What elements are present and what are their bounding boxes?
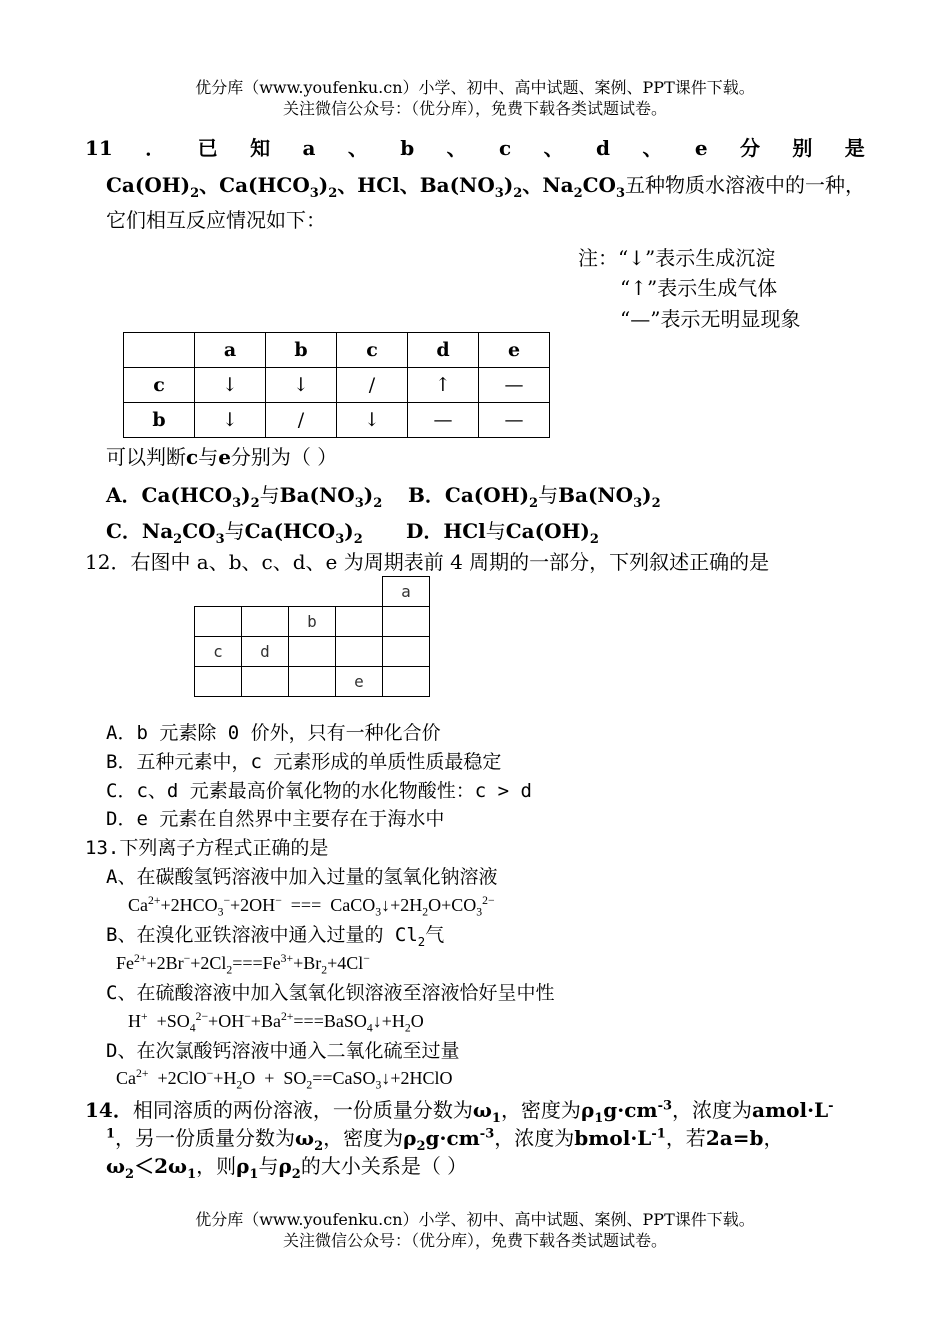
header-line-1: 优分库（www.youfenku.cn）小学、初中、高中试题、案例、PPT课件下载。 xyxy=(195,78,755,97)
reaction-table-header xyxy=(124,333,550,368)
q11-line-1-token: e xyxy=(694,136,708,160)
q11-question-pre: 可以判断 xyxy=(106,445,186,469)
conj: 与 xyxy=(485,519,506,543)
table-cell: / xyxy=(266,403,337,438)
q13-option-a[interactable]: A、在碳酸氢钙溶液中加入过量的氢氧化钠溶液 xyxy=(106,866,498,888)
table-row xyxy=(124,368,550,403)
q14-text: 的大小关系是（ ） xyxy=(300,1154,468,1178)
q13-option-d[interactable]: D、在次氯酸钙溶液中通入二氧化硫至过量 xyxy=(106,1040,460,1062)
q11-option-a[interactable]: A．$Ca(HCO_3)_2$与$Ba(NO_3)_2$ xyxy=(106,483,383,511)
q13-stem: 13.下列离子方程式正确的是 xyxy=(85,837,329,859)
q11-line-1-token: d xyxy=(596,136,611,160)
table-row xyxy=(195,667,430,697)
reaction-table xyxy=(123,332,550,438)
q13-equation-d: $Ca^{2+} +2ClO^-+H_2O$ + $SO_2==CaSO_3↓+2HClO$ xyxy=(116,1067,453,1092)
q12-stem: 12．右图中 a、b、c、d、e 为周期表前 4 周期的一部分，下列叙述正确的是 xyxy=(85,550,770,574)
table-cell: ↓ xyxy=(337,403,408,438)
header-cell: c xyxy=(337,333,408,368)
empty-cell xyxy=(383,607,430,637)
q14-text: ，则 xyxy=(196,1154,237,1178)
footer-line-1: 优分库（www.youfenku.cn）小学、初中、高中试题、案例、PPT课件下载。 xyxy=(195,1210,755,1229)
q11-line-2: $Ca(OH)_2$、$Ca(HCO_3)_2$、HCl、$Ba(NO_3)_2$、$Na_2CO_3$五种物质水溶液中的一种， xyxy=(106,173,866,201)
q14-text: ，另一份质量分数为 xyxy=(115,1126,296,1150)
q11-note-3: “—”表示无明显现象 xyxy=(620,307,801,331)
q11-line-1-token: a xyxy=(302,136,316,160)
empty-cell xyxy=(383,667,430,697)
option-label: B． xyxy=(408,483,445,507)
conj: 与 xyxy=(224,519,245,543)
header-line-2: 关注微信公众号：（优分库），免费下载各类试题试卷。 xyxy=(282,99,667,118)
table-cell: / xyxy=(337,368,408,403)
q14-text: 相同溶质的两份溶液，一份质量分数为 xyxy=(132,1098,473,1122)
q11-note-2: “↑”表示生成气体 xyxy=(620,276,778,300)
table-cell: — xyxy=(479,403,550,438)
empty-cell xyxy=(242,607,289,637)
table-row xyxy=(195,637,430,667)
q11-line-1-token: 、 xyxy=(642,136,663,160)
header-cell: e xyxy=(479,333,550,368)
q12-option-d[interactable]: D．e 元素在自然界中主要存在于海水中 xyxy=(106,808,445,830)
empty-cell xyxy=(289,667,336,697)
conj: 与 xyxy=(538,483,559,507)
q11-line-1-token: 11 xyxy=(85,136,113,160)
option-label: A． xyxy=(106,483,142,507)
header-cell: b xyxy=(266,333,337,368)
q13-equation-a: $Ca^{2+}+2HCO_3^-+2OH^-$ === $CaCO_3↓+2H_2O+CO_3^{2-}$ xyxy=(128,894,495,919)
element-cell-a: a xyxy=(383,577,430,607)
table-cell: ↓ xyxy=(195,403,266,438)
q12-option-a[interactable]: A．b 元素除 0 价外，只有一种化合价 xyxy=(106,722,441,744)
q13-option-b-pre: B、在溴化亚铁溶液中通入过量的 Cl xyxy=(106,924,418,946)
element-cell-b: b xyxy=(289,607,336,637)
element-cell-c: c xyxy=(195,637,242,667)
q13-option-b[interactable]: B、在溴化亚铁溶液中通入过量的 $Cl_2$气 xyxy=(106,924,445,949)
q14-line-3: $\omega_2<2\omega_1$，则$\rho_1$与$\rho_2$的大小关系是（ ） xyxy=(106,1154,468,1182)
q13-equation-b: $Fe^{2+}+2Br^-+2Cl_2===Fe^{3+}+Br_2+4Cl^-$ xyxy=(116,952,370,977)
q14-line-1: 14．相同溶质的两份溶液，一份质量分数为$\omega_1$，密度为$\rho_1g\cdot cm^{-3}$，浓度为amol·L- xyxy=(85,1098,834,1126)
q11-line-1-token: 分 xyxy=(739,136,760,160)
q14-text: ，浓度为 xyxy=(672,1098,753,1122)
q11-line-1 xyxy=(85,134,865,162)
table-row xyxy=(195,577,430,607)
empty-cell xyxy=(289,577,336,607)
table-cell: ↓ xyxy=(195,368,266,403)
q11-question xyxy=(106,443,337,471)
header-cell: d xyxy=(408,333,479,368)
q11-question-mid: 与 xyxy=(198,445,219,469)
option-label: D． xyxy=(406,519,444,543)
element-cell-e: e xyxy=(336,667,383,697)
option-label: C． xyxy=(106,519,142,543)
table-row xyxy=(195,607,430,637)
q12-option-b[interactable]: B．五种元素中，c 元素形成的单质性质最稳定 xyxy=(106,751,502,773)
q11-question-e: e xyxy=(218,445,231,469)
q14-text: ，浓度为 xyxy=(494,1126,575,1150)
empty-cell xyxy=(242,667,289,697)
q14-text: ，若 xyxy=(665,1126,706,1150)
table-cell: c xyxy=(124,368,195,403)
table-cell: ↓ xyxy=(266,368,337,403)
empty-cell xyxy=(289,637,336,667)
q11-question-post: 分别为（ ） xyxy=(230,445,338,469)
q11-option-b[interactable]: B．$Ca(OH)_2$与$Ba(NO_3)_2$ xyxy=(408,483,661,511)
q11-line-1-token: 别 xyxy=(792,136,813,160)
q11-line-1-token: 是 xyxy=(844,136,865,160)
empty-cell xyxy=(242,577,289,607)
q11-line-1-token: c xyxy=(499,136,512,160)
q11-line-2-tail: 五种物质水溶液中的一种， xyxy=(625,173,866,197)
q11-line-1-token: 、 xyxy=(347,136,368,160)
q11-line-1-token: 、 xyxy=(446,136,467,160)
q14-line-2: $^1$，另一份质量分数为$\omega_2$，密度为$\rho_2g\cdot cm^{-3}$，浓度为$bmol\cdot L^{-1}$，若2a=b， xyxy=(106,1126,784,1154)
empty-cell xyxy=(195,577,242,607)
periodic-table-fragment xyxy=(194,576,430,697)
q11-line-1-token: ． xyxy=(145,136,166,160)
q11-option-d[interactable]: D．HCl与$Ca(OH)_2$ xyxy=(406,519,599,547)
footer-line-2: 关注微信公众号：（优分库），免费下载各类试题试卷。 xyxy=(282,1231,667,1250)
empty-cell xyxy=(336,577,383,607)
q11-option-c[interactable]: C．$Na_2CO_3$与$Ca(HCO_3)_2$ xyxy=(106,519,363,547)
table-cell: — xyxy=(408,403,479,438)
table-cell: b xyxy=(124,403,195,438)
q11-line-3: 它们相互反应情况如下： xyxy=(106,208,326,232)
q14-text: ，密度为 xyxy=(500,1098,581,1122)
q11-line-1-token: 、 xyxy=(543,136,564,160)
q13-equation-c: $H^+ +SO_4^{2-}+OH^-+Ba^{2+}===BaSO_4↓+H_2O$ xyxy=(128,1010,424,1035)
q14-number: 14． xyxy=(85,1098,133,1122)
empty-cell xyxy=(336,607,383,637)
q11-note-1: 注：“↓”表示生成沉淀 xyxy=(578,246,776,270)
q11-line-1-token: 知 xyxy=(250,136,271,160)
q11-line-1-token: b xyxy=(400,136,415,160)
q13-option-b-post: 气 xyxy=(425,924,445,946)
empty-cell xyxy=(195,607,242,637)
q13-option-c[interactable]: C、在硫酸溶液中加入氢氧化钡溶液至溶液恰好呈中性 xyxy=(106,982,555,1004)
conj: 与 xyxy=(258,1154,279,1178)
table-cell: ↑ xyxy=(408,368,479,403)
table-cell: — xyxy=(479,368,550,403)
empty-cell xyxy=(336,637,383,667)
header-cell xyxy=(124,333,195,368)
table-row xyxy=(124,403,550,438)
q11-line-1-token: 已 xyxy=(197,136,218,160)
empty-cell xyxy=(383,637,430,667)
empty-cell xyxy=(195,667,242,697)
conj: 与 xyxy=(259,483,280,507)
q14-text: ，密度为 xyxy=(323,1126,404,1150)
q11-question-c: c xyxy=(186,445,199,469)
q12-option-c[interactable]: C．c、d 元素最高价氧化物的水化物酸性：c > d xyxy=(106,780,532,802)
element-cell-d: d xyxy=(242,637,289,667)
header-cell: a xyxy=(195,333,266,368)
